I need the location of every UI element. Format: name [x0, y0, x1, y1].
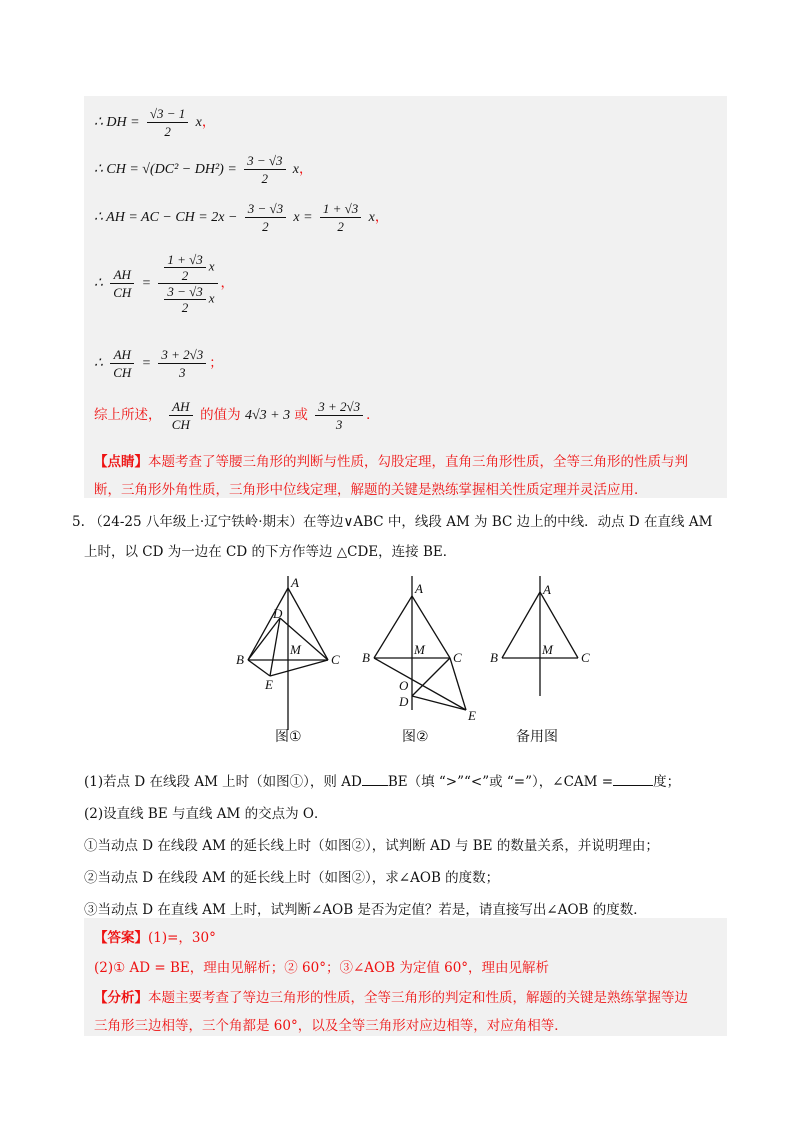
fraction-denominator: 3 [335, 417, 343, 432]
fraction [169, 398, 193, 433]
fig1-db [248, 618, 280, 660]
question-line-1 [72, 510, 712, 530]
answer-tag: 【答案】 [94, 930, 148, 946]
solution-line-4 [94, 252, 234, 315]
fig2-label-a: A [415, 581, 423, 596]
answer-line-2: (2)① AD = BE，理由见解析；② 60°；③∠AOB 为定值 60°，理由见解析 [94, 960, 550, 976]
fig3-label-b: B [490, 650, 498, 665]
comment-text: 断，三角形外角性质，三角形中位线定理，解题的关键是熟练掌握相关性质定理并灵活应用． [94, 482, 648, 498]
fraction-numerator: 3 − √3 [164, 284, 205, 300]
fig1-label-m: M [290, 642, 301, 657]
fig3-label-m: M [542, 642, 553, 657]
math-text: x [195, 115, 202, 130]
question-number: 5. [72, 514, 85, 530]
fraction-numerator: 3 − √3 [244, 152, 285, 170]
comment-line-1 [94, 450, 688, 470]
punct: ； [209, 355, 223, 371]
fig2-ab [374, 596, 412, 658]
fraction-denominator: 2 [261, 171, 269, 186]
math-text: ∴ DH = [94, 115, 140, 130]
solution-summary [94, 398, 380, 433]
punct: ， [220, 275, 235, 291]
fraction-denominator: 2 [337, 219, 344, 234]
math-text: ∴ [94, 276, 103, 291]
comment-tag: 【点睛】 [94, 454, 148, 470]
math-text: x [208, 290, 215, 306]
geometry-figures [0, 570, 800, 730]
fraction-numerator: AH [110, 266, 134, 284]
analysis-line-1 [94, 986, 688, 1006]
summary-lead: 综上所述， [94, 407, 162, 423]
fraction [245, 200, 286, 235]
fig2-label-o: O [399, 678, 409, 693]
fraction-numerator: 3 − √3 [245, 200, 286, 218]
fig1-label-e: E [265, 677, 273, 692]
fraction [164, 284, 205, 315]
answer-text: (1)=，30° [148, 930, 216, 946]
question-text: （24-25 八年级上·辽宁铁岭·期末）在等边∨ABC 中，线段 AM 为 BC 边上的中线．动点 D 在直线 AM [89, 514, 713, 530]
fig3-ab [502, 592, 540, 658]
math-text: x [368, 210, 375, 225]
punct: ， [374, 209, 389, 225]
punct: ． [366, 407, 380, 423]
solution-line-1 [94, 105, 215, 140]
fraction-denominator: 3 [179, 365, 186, 380]
fraction-denominator: CH [113, 365, 132, 380]
summary-value: 4√3 + 3 [244, 408, 291, 423]
comment-text: 本题考查了等腰三角形的判断与性质，勾股定理，直角三角形性质，全等三角形的性质与判 [148, 454, 688, 470]
fraction-denominator: 2 [164, 124, 171, 139]
fraction-numerator: AH [169, 398, 193, 416]
part-text: BE（填 “>”“<”或 “=”），∠CAM = [387, 774, 614, 790]
compound-fraction [158, 252, 217, 315]
fraction-numerator: 3 + 2√3 [158, 346, 206, 364]
fraction-numerator: 3 + 2√3 [315, 398, 363, 416]
fig2-label-e: E [468, 708, 476, 723]
figure-caption-2: 图② [402, 729, 429, 745]
fig3-label-a: A [543, 582, 551, 597]
question-part-2-2: ②当动点 D 在线段 AM 的延长线上时（如图②），求∠AOB 的度数； [84, 870, 500, 886]
question-part-2: (2)设直线 BE 与直线 AM 的交点为 O． [84, 806, 328, 822]
fig1-ab [248, 588, 288, 660]
fraction-numerator: AH [110, 346, 134, 364]
math-text: = [141, 356, 152, 371]
fraction [147, 105, 188, 140]
fig1-label-d: D [273, 606, 283, 621]
fraction-numerator: √3 − 1 [147, 105, 188, 123]
math-text: = [141, 276, 152, 291]
part-text: (1)若点 D 在线段 AM 上时（如图①），则 AD [84, 774, 362, 790]
punct: ， [201, 114, 216, 130]
fraction [110, 266, 134, 301]
part-text: 度； [653, 774, 681, 790]
answer-line-1 [94, 926, 216, 946]
fig1-label-a: A [291, 575, 299, 590]
question-part-2-3: ③当动点 D 在直线 AM 上时，试判断∠AOB 是否为定值？若是，请直接写出∠AOB 的度数． [84, 902, 647, 918]
fig2-label-c: C [453, 650, 462, 665]
summary-or: 或 [294, 407, 308, 423]
fig1-be [248, 660, 270, 676]
fraction-numerator [158, 252, 217, 284]
question-text: 上时，以 CD 为一边在 CD 的下方作等边 △CDE，连接 BE． [84, 544, 457, 560]
fraction-numerator: 1 + √3 [320, 200, 361, 218]
analysis-line-2: 三角形三边相等，三个角都是 60°，以及全等三角形对应边相等，对应角相等． [94, 1018, 568, 1034]
fraction [158, 346, 206, 381]
question-part-2-1: ①当动点 D 在线段 AM 的延长线上时（如图②），试判断 AD 与 BE 的数量关系，并说明理由； [84, 838, 659, 854]
answer-blank [362, 773, 388, 786]
fig1-label-b: B [236, 652, 244, 667]
fraction [110, 346, 134, 381]
fig2-label-m: M [414, 642, 425, 657]
fraction [315, 398, 363, 433]
question-part-1 [84, 770, 680, 790]
math-text: ∴ CH = √(DC² − DH²) = [94, 162, 237, 177]
math-text: x [208, 258, 215, 274]
math-text: x [292, 162, 300, 177]
math-text: ∴ AH = AC − CH = 2x − [94, 210, 238, 225]
punct: ， [299, 161, 313, 177]
math-text: x = [293, 210, 313, 225]
fraction-denominator: 2 [181, 300, 189, 315]
fig1-de [270, 618, 280, 676]
fraction-numerator: 1 + √3 [164, 252, 205, 268]
fig2-de [412, 696, 466, 710]
fig1-ec [270, 660, 328, 676]
analysis-text: 本题主要考查了等边三角形的性质，全等三角形的判定和性质，解题的关键是熟练掌握等边 [148, 990, 688, 1006]
fraction-denominator: CH [113, 285, 132, 300]
fraction-denominator [158, 284, 217, 315]
fig2-label-b: B [362, 650, 370, 665]
fraction-denominator: 2 [262, 219, 269, 234]
figure-caption-3: 备用图 [516, 729, 558, 745]
fig3-label-c: C [581, 650, 590, 665]
solution-line-2 [94, 152, 313, 187]
math-text: ∴ [94, 356, 103, 371]
fraction-denominator: CH [171, 417, 190, 432]
figure-caption-1: 图① [275, 729, 302, 745]
fraction [244, 152, 285, 187]
fig1-dc [280, 618, 328, 660]
fraction-denominator: 2 [181, 268, 189, 283]
summary-mid: 的值为 [200, 407, 241, 423]
analysis-tag: 【分析】 [94, 990, 148, 1006]
answer-blank [613, 773, 653, 786]
fraction [320, 200, 361, 235]
fig1-label-c: C [331, 652, 340, 667]
solution-line-3 [94, 200, 388, 235]
fraction [164, 252, 205, 283]
question-line-2 [84, 540, 456, 560]
fig2-label-d: D [399, 694, 409, 709]
comment-line-2 [94, 478, 648, 498]
solution-line-5 [94, 346, 223, 381]
